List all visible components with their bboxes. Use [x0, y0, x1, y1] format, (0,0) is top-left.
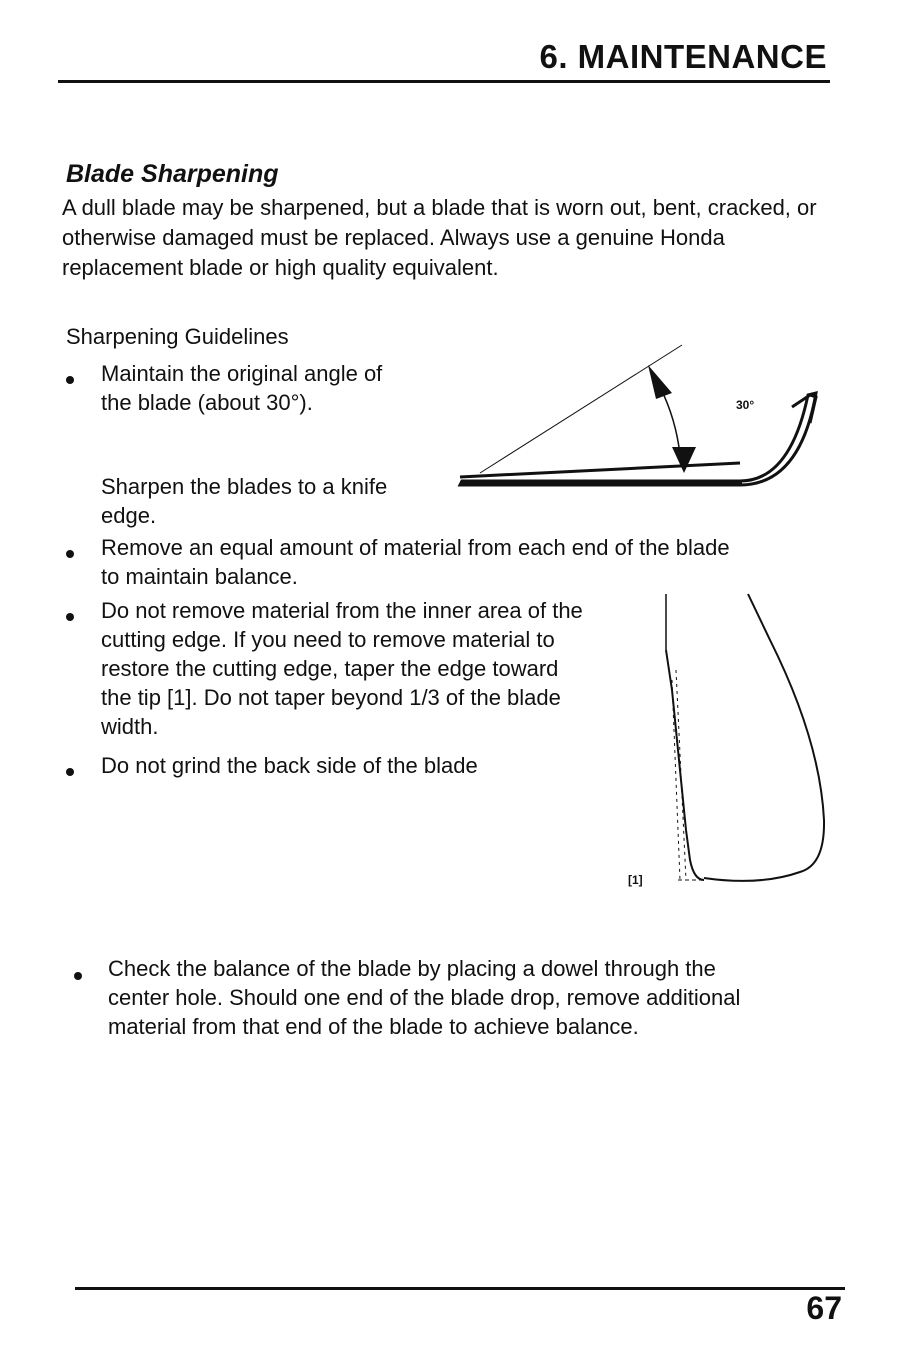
bullet-line: the tip [1]. Do not taper beyond 1/3 of the blade: [101, 685, 561, 710]
bullet-item-back-side: [101, 751, 478, 780]
bullet-line: cutting edge. If you need to remove material to: [101, 627, 555, 652]
bullet-marker: [66, 550, 74, 558]
bullet-line: restore the cutting edge, taper the edge toward: [101, 656, 559, 681]
blade-tip-figure: [620, 590, 835, 890]
bullet-line: center hole. Should one end of the blade drop, remove additional: [108, 985, 741, 1010]
bullet-marker: [66, 613, 74, 621]
intro-paragraph: A dull blade may be sharpened, but a blade that is worn out, bent, cracked, or otherwise damaged must be replaced. Always use a genuine Honda replacement blade or high quality equivalent.: [62, 195, 817, 280]
bullet-item-check-balance: [108, 954, 740, 1041]
blade-angle-figure: [440, 335, 830, 495]
bullet-marker: [74, 972, 82, 980]
bullet-line: Maintain the original angle of: [101, 361, 383, 386]
bullet-line: edge.: [101, 503, 157, 528]
tip-callout-label: [1]: [628, 873, 643, 887]
bullet-item-inner-area: [101, 596, 583, 741]
page-number: 67: [806, 1290, 842, 1326]
bullet-line: Check the balance of the blade by placing a dowel through the: [108, 956, 716, 981]
bullet-line: Sharpen the blades to a knife: [101, 474, 388, 499]
bullet-line: the blade (about 30°).: [101, 390, 313, 415]
angle-label: 30°: [736, 398, 755, 412]
bullet-line: to maintain balance.: [101, 564, 298, 589]
blade-tip-outline: [666, 594, 824, 881]
bullet-line: width.: [101, 714, 159, 739]
bullet-line: Do not remove material from the inner area of the: [101, 598, 583, 623]
bullet-item-angle: [101, 359, 382, 417]
section-title: Blade Sharpening: [66, 160, 279, 188]
bullet-marker: [66, 768, 74, 776]
angle-guide-lines: [480, 345, 682, 473]
blade-profile: [460, 393, 816, 485]
bullet-marker: [66, 376, 74, 384]
bullet-item-balance: [101, 533, 730, 591]
footer-rule: [75, 1287, 845, 1290]
page-header-title: 6. MAINTENANCE: [539, 38, 827, 75]
bullet-item-knife-edge: [101, 472, 387, 530]
bullet-line: material from that end of the blade to achieve balance.: [108, 1014, 639, 1039]
guidelines-heading: Sharpening Guidelines: [66, 324, 289, 349]
bullet-line: Do not grind the back side of the blade: [101, 753, 478, 778]
header-rule: [58, 80, 830, 83]
bullet-line: Remove an equal amount of material from each end of the blade: [101, 535, 730, 560]
